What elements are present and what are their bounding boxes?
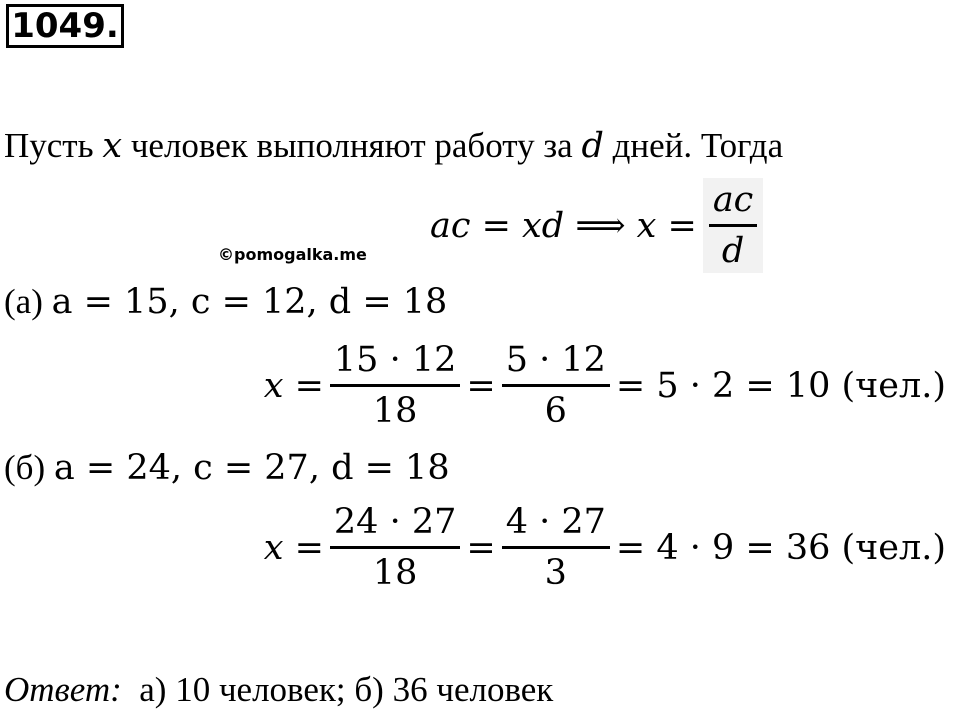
main-formula xyxy=(430,178,769,273)
case-a-fraction-1-den: 18 xyxy=(372,391,418,431)
intro-var-x: x xyxy=(102,126,123,166)
case-b-fraction-1 xyxy=(330,502,460,593)
case-a-fraction-2-num: 5 · 12 xyxy=(502,340,610,387)
task-number: 1049. xyxy=(11,6,119,46)
case-b-label: (б) xyxy=(4,448,54,487)
case-a-fraction-2 xyxy=(502,340,610,431)
intro-line xyxy=(4,126,783,166)
formula-lhs: ac = xd ⟹ x = xyxy=(430,205,697,246)
case-a-fraction-2-den: 6 xyxy=(544,391,567,431)
formula-fraction xyxy=(703,178,763,273)
case-a-x-eq: x = xyxy=(263,365,324,406)
watermark: ©pomogalka.me xyxy=(218,245,367,264)
case-b-x-eq: x = xyxy=(263,527,324,568)
intro-var-d: d xyxy=(581,126,604,166)
formula-denominator: d xyxy=(721,231,745,271)
answer-line xyxy=(4,670,553,710)
case-b-values: a = 24, c = 27, d = 18 xyxy=(53,448,450,488)
case-b-fraction-2-den: 3 xyxy=(544,553,567,593)
intro-text-end: дней. Тогда xyxy=(603,126,784,165)
case-a-given xyxy=(4,282,447,322)
case-b-calculation xyxy=(264,502,946,593)
case-a-fraction-1 xyxy=(330,340,460,431)
case-b-fraction-2 xyxy=(502,502,610,593)
formula-numerator: ac xyxy=(709,180,757,227)
case-a-equals: = xyxy=(466,365,496,406)
case-b-result: = 4 · 9 = 36 (чел.) xyxy=(615,527,946,568)
task-number-box xyxy=(6,4,124,48)
intro-text-start: Пусть xyxy=(4,126,103,165)
case-a-calculation xyxy=(264,340,946,431)
case-a-values: a = 15, c = 12, d = 18 xyxy=(51,282,448,322)
answer-text: а) 10 человек; б) 36 человек xyxy=(121,670,554,709)
case-b-fraction-1-den: 18 xyxy=(372,553,418,593)
case-a-label: (а) xyxy=(4,282,52,321)
case-a-result: = 5 · 2 = 10 (чел.) xyxy=(615,365,946,406)
case-b-equals: = xyxy=(466,527,496,568)
case-b-given xyxy=(4,448,450,488)
case-a-fraction-1-num: 15 · 12 xyxy=(330,340,460,387)
case-b-fraction-2-num: 4 · 27 xyxy=(502,502,610,549)
case-b-fraction-1-num: 24 · 27 xyxy=(330,502,460,549)
intro-text-middle: человек выполняют работу за xyxy=(122,126,582,165)
answer-label: Ответ: xyxy=(4,670,122,709)
